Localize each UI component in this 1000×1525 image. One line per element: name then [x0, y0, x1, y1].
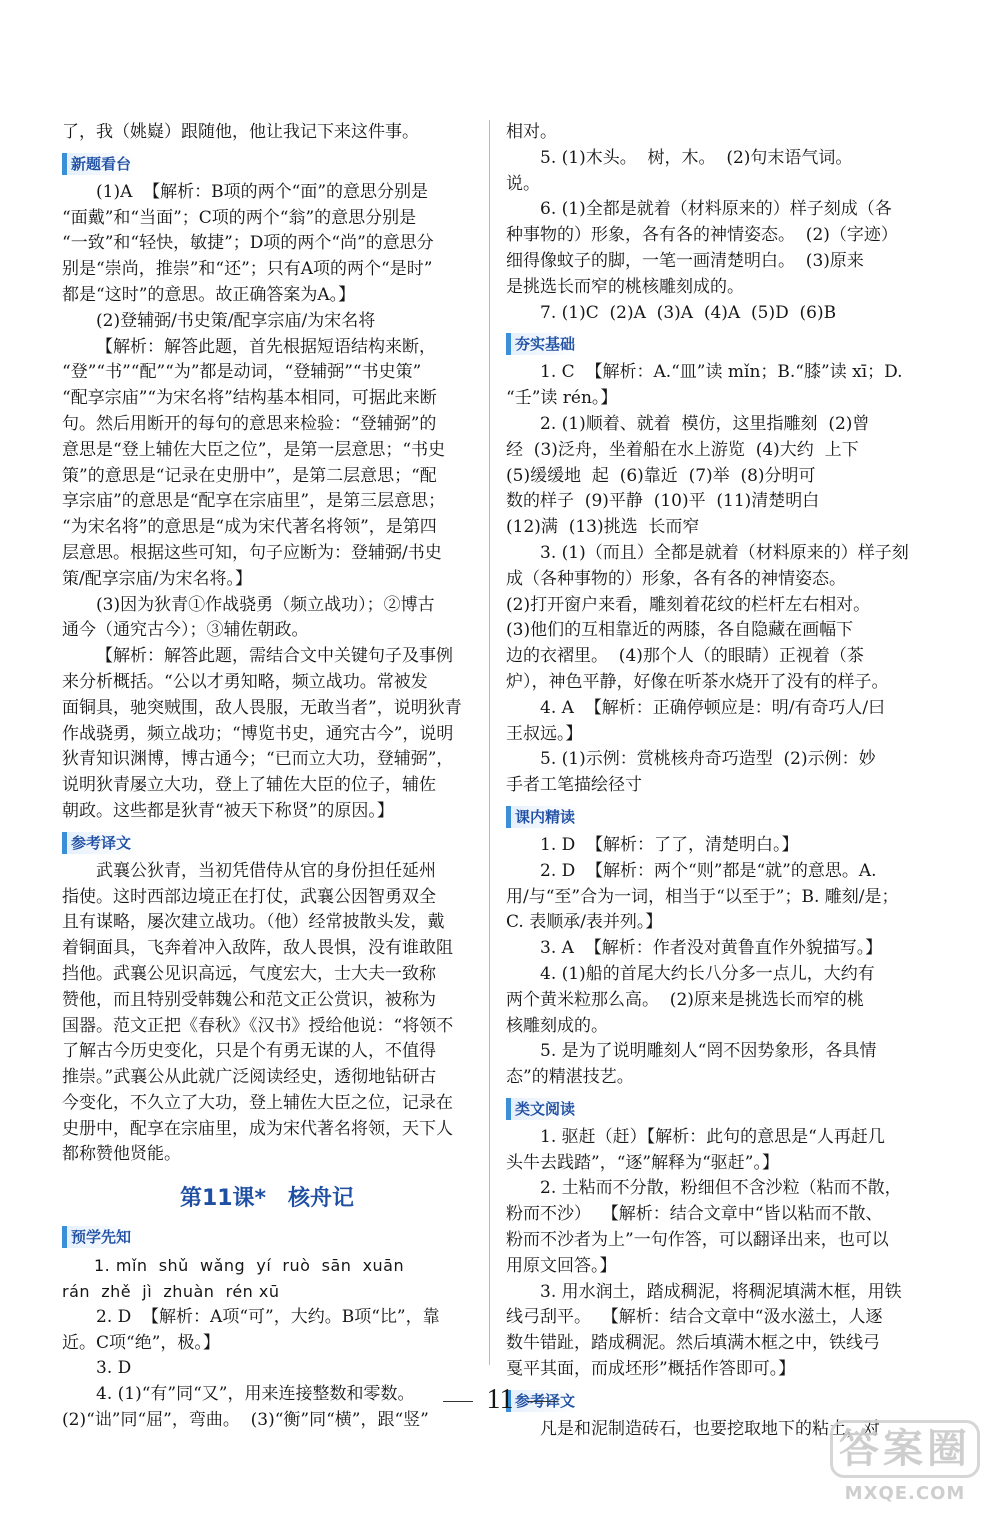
text-line: 2. (1)顺着、就着 模仿，这里指雕刻 (2)曾	[540, 413, 870, 434]
right-column	[506, 120, 916, 1443]
section-heading	[62, 832, 472, 854]
text-line: “为宋名将”的意思是“成为宋代著名将领”，是第四	[62, 517, 437, 538]
section-tag: 类文阅读	[506, 1098, 581, 1120]
text-line: 说明狄青屡立大功，登上了辅佐大臣的位子，辅佐	[62, 775, 436, 796]
text-line: “一致”和“轻快，敏捷”；D项的两个“尚”的意思分	[62, 233, 434, 254]
text-line: 4. (1)“有”同“又”，用来连接整数和零数。	[96, 1384, 415, 1405]
text-line: (2)登辅弼/书史策/配享宗庙/为宋名将	[96, 310, 376, 331]
text-line: 3. D	[96, 1358, 132, 1379]
left-column	[62, 120, 472, 1434]
text-line: 【解析：解答此题，首先根据短语结构来断，	[96, 336, 436, 357]
text-line: 国器。范文正把《春秋》《汉书》授给他说：“将领不	[62, 1015, 454, 1036]
text-line: 3. 用水润土，踏成稠泥，将稠泥填满木框，用铁	[540, 1281, 902, 1302]
text-line: 数牛错趾，踏成稠泥。然后填满木框之中，铁线弓	[506, 1333, 880, 1354]
text-line: 炉），神色平静，好像在听茶水烧开了没有的样子。	[506, 671, 889, 692]
text-line: 线弓刮平。 【解析：结合文章中“汲水滋土，人逐	[506, 1307, 883, 1328]
text-line: 1. D 【解析：了了，清楚明白。】	[540, 834, 799, 855]
section-heading	[506, 1098, 916, 1120]
text-line: (5)缓缓地 起 (6)靠近 (7)举 (8)分明可	[506, 465, 816, 486]
page-number-text: 11	[486, 1384, 514, 1415]
text-line: 4. (1)船的首尾大约长八分多一点儿，大约有	[540, 963, 875, 984]
text-line: (3)因为狄青①作战骁勇（频立战功）；②博古	[96, 594, 435, 615]
section-tag: 夯实基础	[506, 333, 581, 355]
text-line: “配享宗庙”“为宋名将”结构基本相同，可据此来断	[62, 388, 437, 409]
watermark-sub: MXQE.COM	[844, 1483, 966, 1504]
text-line: 5. (1)木头。 树，木。 (2)句末语气词。	[540, 147, 853, 168]
text-line: 头牛去践踏”，“逐”解释为“驱赶”。】	[506, 1152, 779, 1173]
text-line: 都称赞他贤能。	[62, 1144, 181, 1165]
text-line: 且有谋略，屡次建立战功。（他）经常披散头发，戴	[62, 912, 445, 933]
text-line: 5. 是为了说明雕刻人“罔不因势象形，各具情	[540, 1041, 877, 1062]
section-tag: 新题看台	[62, 153, 137, 175]
section-tag: 参考译文	[62, 832, 137, 854]
text-line: “登”“书”“配”“为”都是动词，“登辅弼”“书史策”	[62, 362, 422, 383]
text-line: 经 (3)泛舟，坐着船在水上游览 (4)大约 上下	[506, 439, 859, 460]
text-line: 别是“崇尚，推崇”和“还”；只有A项的两个“是时”	[62, 259, 433, 280]
text-line: 核雕刻成的。	[506, 1015, 608, 1036]
text-line: 近。C项“绝”，极。】	[62, 1332, 220, 1353]
text-line: 粉而不沙） 【解析：结合文章中“皆以粘而不散、	[506, 1204, 883, 1225]
text-line: 戛平其面，而成坯形”概括作答即可。】	[506, 1359, 796, 1380]
text-line: 数的样子 (9)平静 (10)平 (11)清楚明白	[506, 491, 820, 512]
text-line: (2)打开窗户来看，雕刻着花纹的栏杆左右相对。	[506, 594, 871, 615]
text-line: 了解古今历史变化，只是个有勇无谋的人，不值得	[62, 1041, 436, 1062]
text-line: 今变化，不久立了大功，登上辅佐大臣之位，记录在	[62, 1092, 453, 1113]
text-line: 5. (1)示例：赏桃核舟奇巧造型 (2)示例：妙	[540, 749, 876, 770]
text-line: 手者工笔描绘径寸	[506, 775, 642, 796]
watermark-main: 答案圈	[830, 1420, 980, 1478]
section-tag: 课内精读	[506, 806, 581, 828]
text-line: (1)A 【解析：B项的两个“面”的意思分别是	[96, 181, 429, 202]
text-line: 3. (1)（而且）全都是就着（材料原来的）样子刻	[540, 542, 909, 563]
text-line: 推崇。”武襄公从此就广泛阅读经史，透彻地钻研古	[62, 1067, 437, 1088]
text-line: 用/与“至”合为一词，相当于“以至于”；B. 雕刻/是；	[506, 886, 899, 907]
text-line: 策”的意思是“记录在史册中”，是第二层意思；“配	[62, 465, 437, 486]
text-line: 面铜具，驰突贼围，敌人畏服，无敢当者”，说明狄青	[62, 697, 462, 718]
text-line: 都是“这时”的意思。故正确答案为A。】	[62, 284, 356, 305]
text-line: 1. 驱赶（赶）【解析：此句的意思是“人再赶几	[540, 1126, 885, 1147]
text-line: 2. D 【解析：两个“则”都是“就”的意思。A.	[540, 860, 877, 881]
text-line: 【解析：解答此题，需结合文中关键句子及事例	[96, 646, 453, 667]
text-line: 享宗庙”的意思是“配享在宗庙里”，是第三层意思；	[62, 491, 446, 512]
text-line: 2. D 【解析：A项“可”，大约。B项“比”，靠	[96, 1306, 440, 1327]
text-line: 粉而不沙者为上”一句作答，可以翻译出来，也可以	[506, 1230, 889, 1251]
section-tag: 参考译文	[506, 1390, 581, 1412]
text-line: 朝政。这些都是狄青“被天下称贤”的原因。】	[62, 800, 394, 821]
section-heading	[62, 1226, 472, 1248]
text-line: 6. (1)全都是就着（材料原来的）样子刻成（各	[540, 199, 892, 220]
text-line: 7. (1)C (2)A (3)A (4)A (5)D (6)B	[540, 302, 837, 323]
text-line: 史册中，配享在宗庙里，成为宋代著名将领，天下人	[62, 1118, 453, 1139]
text-line: 种事物的）形象，各有各的神情姿态。 (2)（字迹）	[506, 225, 898, 246]
text-line: (2)“诎”同“屈”，弯曲。 (3)“衡”同“横”，跟“竖”	[62, 1410, 429, 1431]
text-line: 成（各种事物的）形象，各有各的神情姿态。	[506, 568, 846, 589]
text-line: C. 表顺承/表并列。】	[506, 912, 663, 933]
text-line: 狄青知识渊博，博古通今；“已而立大功，登辅弼”，	[62, 749, 454, 770]
text-line: 通今（通究古今）；③辅佐朝政。	[62, 620, 309, 641]
text-line: 凡是和泥制造砖石，也要挖取地下的粘土，对	[540, 1418, 880, 1439]
pinyin-line: 1. mǐn shǔ wǎng yí ruò sān xuān	[94, 1256, 405, 1276]
text-line: 细得像蚊子的脚，一笔一画清楚明白。 (3)原来	[506, 250, 864, 271]
text-line: (12)满 (13)挑选 长而窄	[506, 517, 700, 538]
pinyin-line: rán zhě jì zhuàn rén xū	[62, 1282, 280, 1302]
page-number-dash-left	[443, 1401, 473, 1402]
text-line: 是挑选长而窄的桃核雕刻成的。	[506, 276, 744, 297]
text-line: 层意思。根据这些可知，句子应断为：登辅弼/书史	[62, 542, 442, 563]
text-line: 态”的精湛技艺。	[506, 1067, 634, 1088]
text-line: 相对。	[506, 122, 557, 142]
text-line: 作战骁勇，频立战功；“博览书史，通究古今”，说明	[62, 723, 454, 744]
text-line: 王叔远。】	[506, 723, 583, 744]
text-line: “壬”读 rén。】	[506, 388, 618, 409]
text-line: 用原文回答。】	[506, 1255, 617, 1276]
text-line: 策/配享宗庙/为宋名将。】	[62, 568, 252, 589]
text-line: 边的衣褶里。 (4)那个人（的眼睛）正视着（茶	[506, 646, 864, 667]
section-heading	[506, 333, 916, 355]
column-divider	[489, 120, 490, 1365]
section-heading	[62, 153, 472, 175]
text-line: 着铜面具，飞奔着冲入敌阵，敌人畏惧，没有谁敢阻	[62, 938, 453, 959]
text-line: 1. C 【解析：A.“皿”读 mǐn；B.“膝”读 xī；D.	[540, 362, 903, 383]
lesson-title: 第11课* 核舟记	[179, 1186, 355, 1212]
page-number	[0, 1384, 1000, 1416]
text-line: 句。然后用断开的每句的意思来检验：“登辅弼”的	[62, 413, 437, 434]
text-line: 指使。这时西部边境正在打仗，武襄公因智勇双全	[62, 886, 436, 907]
text-line: 4. A 【解析：正确停顿应是：明/有奇巧人/曰	[540, 697, 886, 718]
text-line: 挡他。武襄公见识高远，气度宏大，士大夫一致称	[62, 963, 436, 984]
text-line: 两个黄米粒那么高。 (2)原来是挑选长而窄的桃	[506, 989, 864, 1010]
text-line: 意思是“登上辅佐大臣之位”，是第一层意思；“书史	[62, 439, 446, 460]
text-line: “面戴”和“当面”；C项的两个“翁”的意思分别是	[62, 207, 417, 228]
text-line: 赞他，而且特别受韩魏公和范文正公赏识，被称为	[62, 989, 436, 1010]
watermark-logo	[830, 1420, 980, 1506]
text-line: 2. 土粘而不分散，粉细但不含沙粒（粘而不散，	[540, 1178, 902, 1199]
text-line: 3. A 【解析：作者没对黄鲁直作外貌描写。】	[540, 938, 883, 959]
text-line: 说。	[506, 173, 540, 194]
text-line: (3)他们的互相靠近的两膝，各自隐藏在画幅下	[506, 620, 854, 641]
section-heading	[506, 806, 916, 828]
page-number-dash-right	[527, 1401, 557, 1402]
text-line: 了，我（姚嶷）跟随他，他让我记下来这件事。	[62, 122, 419, 142]
text-line: 武襄公狄青，当初凭借侍从官的身份担任延州	[96, 860, 436, 881]
text-line: 来分析概括。“公以才勇知略，频立战功。常被发	[62, 671, 428, 692]
section-tag: 预学先知	[62, 1226, 137, 1248]
